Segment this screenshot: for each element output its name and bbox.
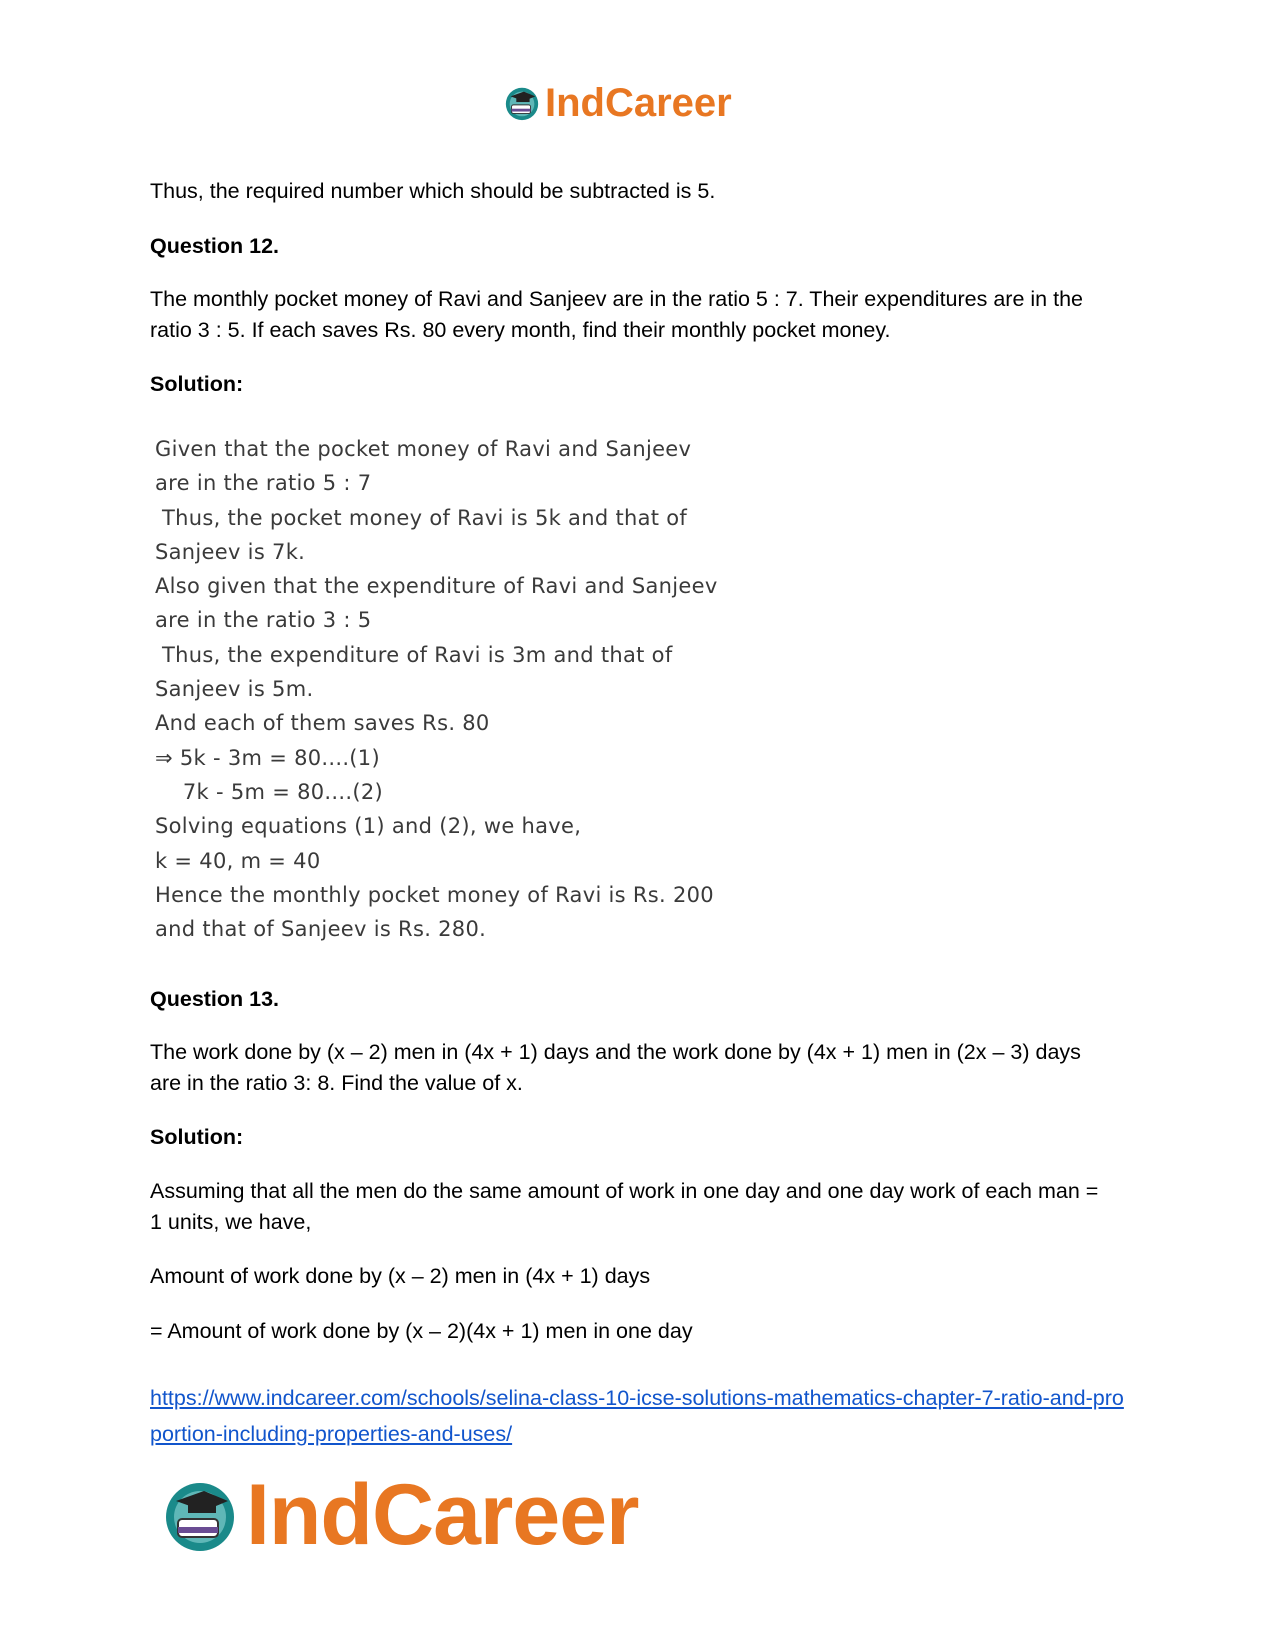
solution-line: are in the ratio 3 : 5 (155, 608, 372, 633)
solution-line: Thus, the pocket money of Ravi is 5k and that of (155, 505, 688, 530)
solution-line: and that of Sanjeev is Rs. 280. (155, 917, 487, 942)
question-13-paragraph-2: Amount of work done by (x – 2) men in (4x + 1) days (150, 1264, 651, 1288)
intro-text: Thus, the required number which should be subtracted is 5. (150, 179, 716, 203)
question-12-text: The monthly pocket money of Ravi and Sanjeev are in the ratio 5 : 7. Their expenditures are in the ratio 3 : 5. If each saves Rs. 80 every month, find their monthly pocket money. (150, 287, 1083, 342)
header-logo (503, 80, 732, 126)
solution-line: Also given that the expenditure of Ravi and Sanjeev (155, 574, 718, 599)
solution-line: k = 40, m = 40 (155, 848, 321, 873)
footer-logo (160, 1467, 639, 1563)
solution-line: 7k - 5m = 80....(2) (155, 779, 383, 804)
question-13-paragraph-1: Assuming that all the men do the same amount of work in one day and one day work of each man = 1 units, we have, (150, 1179, 1099, 1234)
solution-line: And each of them saves Rs. 80 (155, 711, 490, 736)
question-13-text: The work done by (x – 2) men in (4x + 1) days and the work done by (4x + 1) men in (2x – 3) days are in the ratio 3: 8. Find the value of x. (150, 1040, 1081, 1095)
graduation-cap-book-icon (503, 84, 541, 122)
solution-line: Sanjeev is 5m. (155, 677, 314, 702)
solution-line: Hence the monthly pocket money of Ravi is Rs. 200 (155, 882, 714, 907)
logo-wordmark: IndCareer (246, 1467, 639, 1563)
question-13-title: Question 13. (150, 987, 280, 1011)
source-link[interactable]: https://www.indcareer.com/schools/selina-class-10-icse-solutions-mathematics-chapter-7-ratio-and-proportion-including-properties-and-uses/ (150, 1386, 1124, 1446)
solution-line: Thus, the expenditure of Ravi is 3m and that of (155, 642, 673, 667)
question-12-solution-title: Solution: (150, 372, 244, 396)
solution-line: Given that the pocket money of Ravi and Sanjeev (155, 437, 692, 461)
question-13-solution-title: Solution: (150, 1125, 244, 1149)
graduation-cap-book-icon (160, 1475, 240, 1555)
solution-line: are in the ratio 5 : 7 (155, 471, 372, 496)
solution-line: Sanjeev is 7k. (155, 539, 306, 564)
solution-line: Solving equations (1) and (2), we have, (155, 814, 582, 839)
question-13-paragraph-3: = Amount of work done by (x – 2)(4x + 1) men in one day (150, 1319, 693, 1343)
question-12-solution-block (155, 432, 795, 946)
solution-line: ⇒ 5k - 3m = 80....(1) (155, 745, 380, 770)
question-12-title: Question 12. (150, 234, 280, 258)
logo-wordmark: IndCareer (545, 81, 732, 125)
